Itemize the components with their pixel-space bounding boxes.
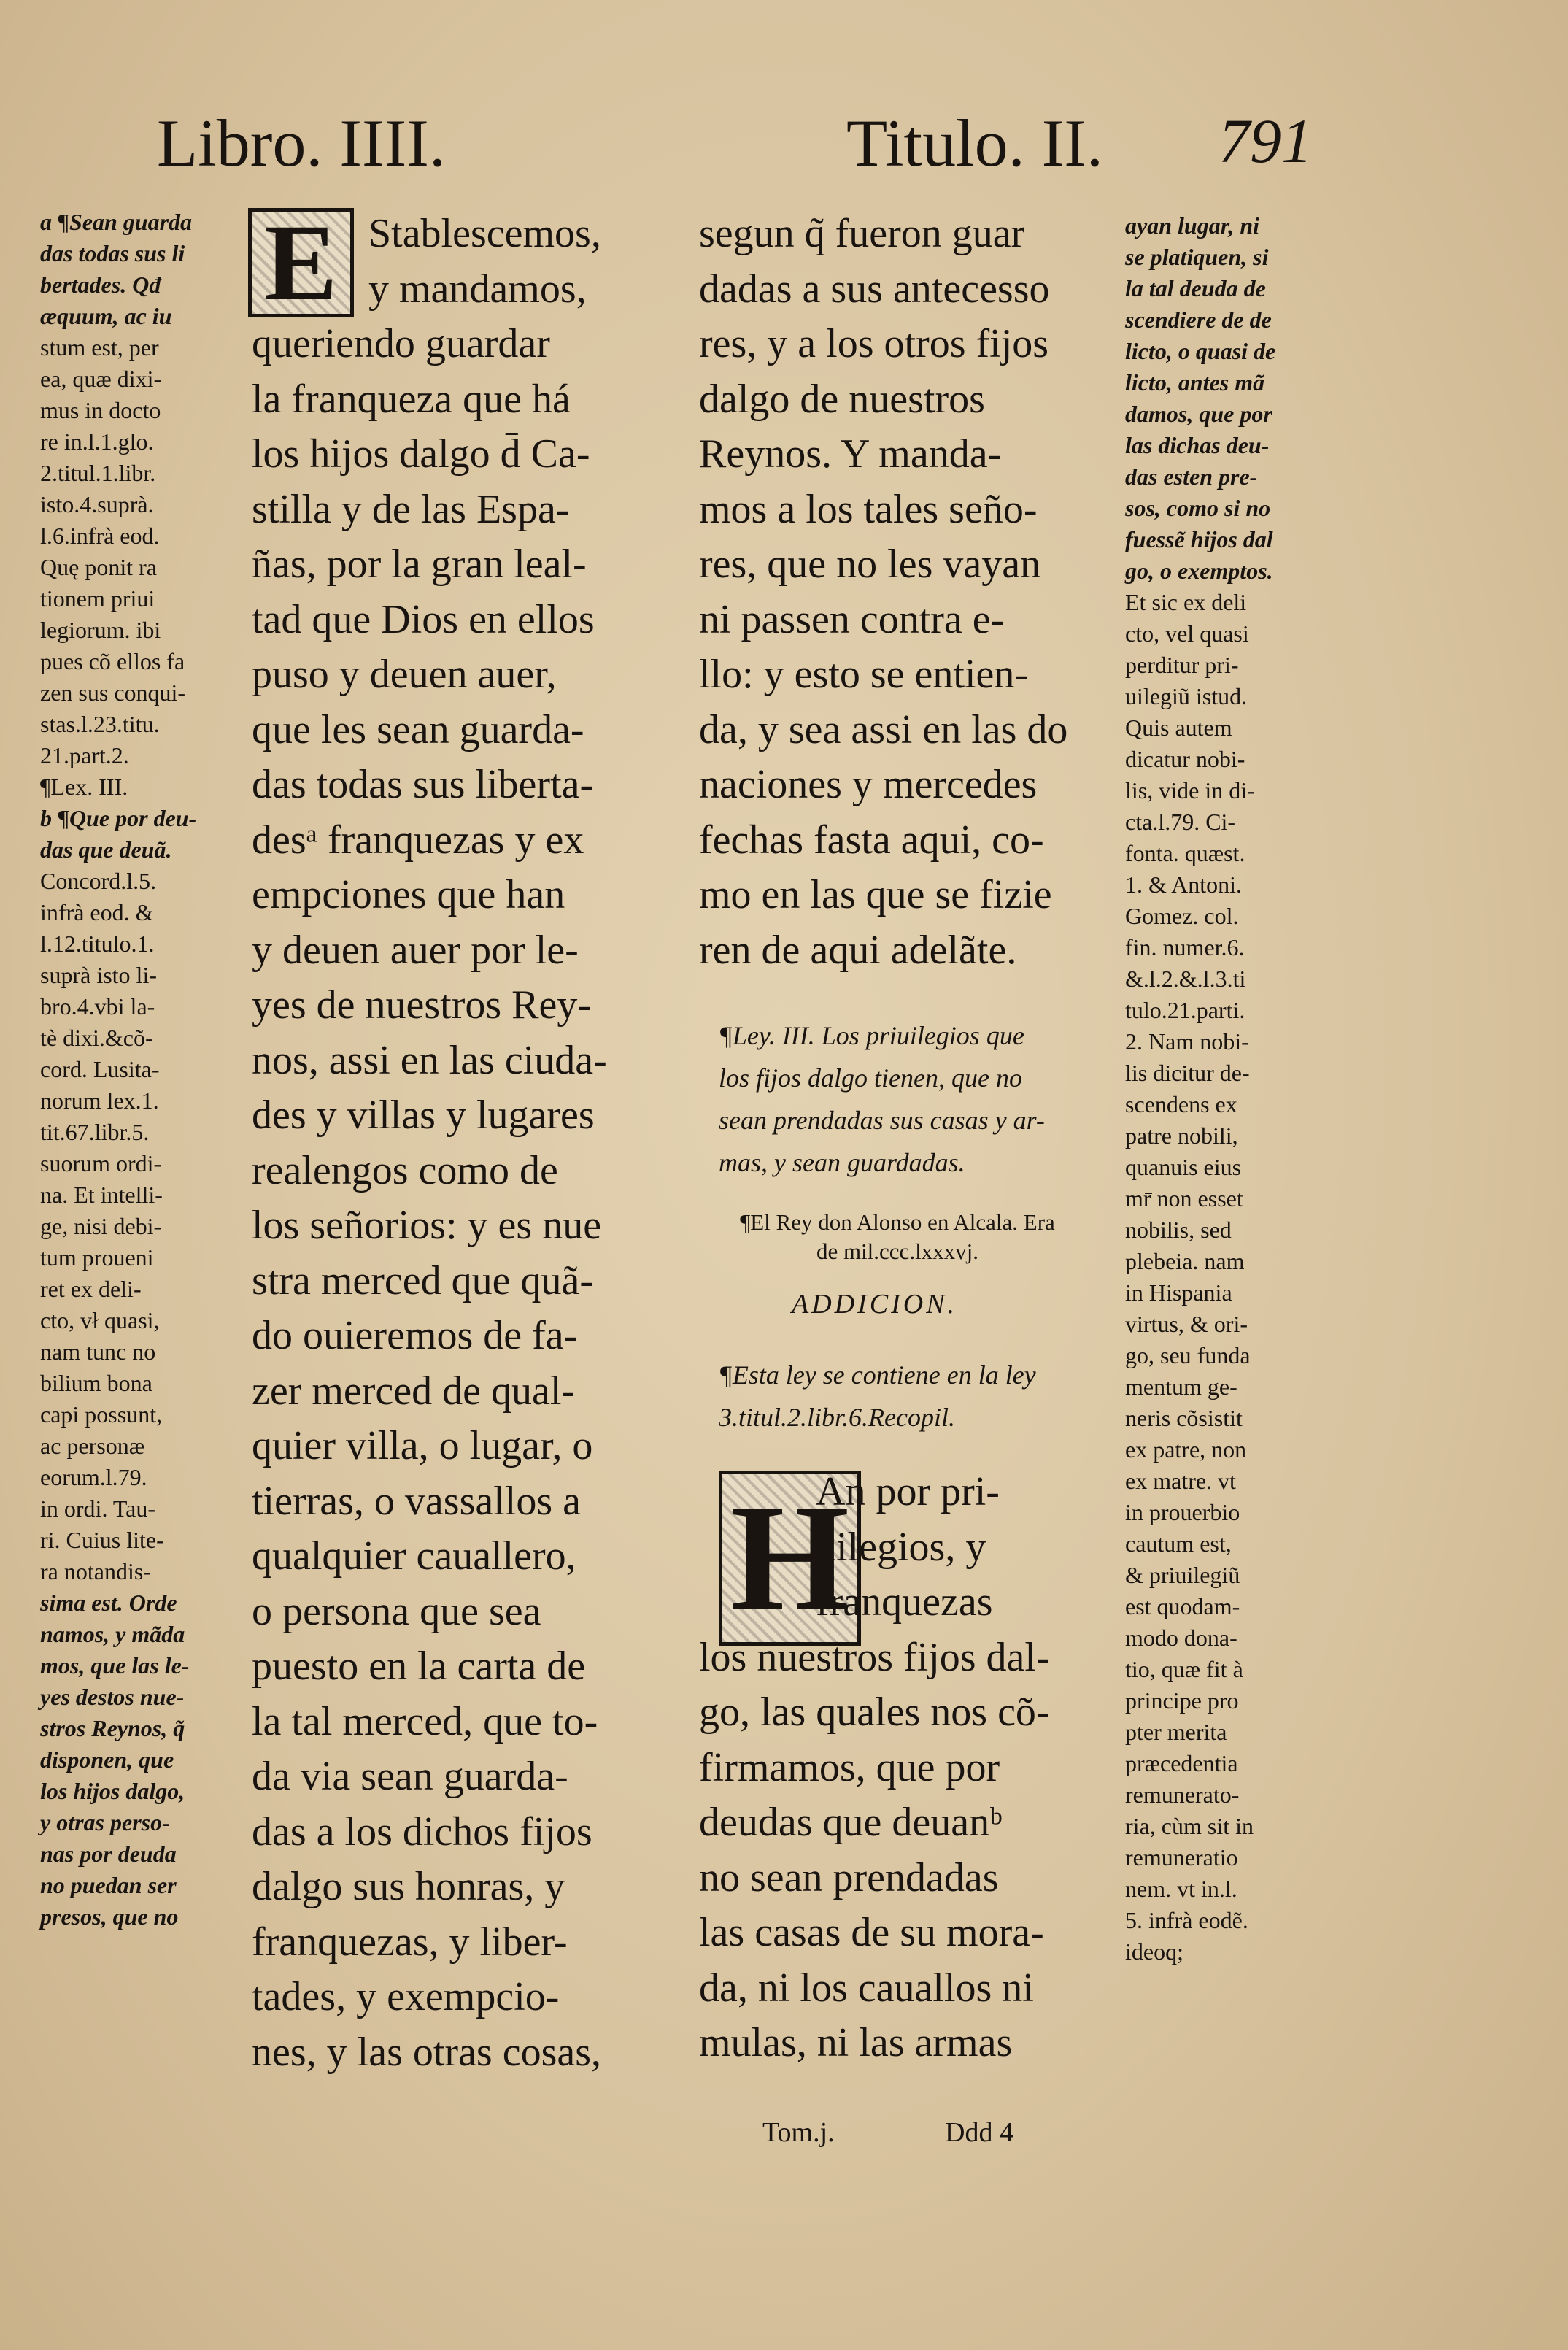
margin-note-line: cto, vł quasi, xyxy=(40,1307,160,1333)
margin-note-line: licto, antes mã xyxy=(1125,369,1265,396)
margin-note-line: das que deuã. xyxy=(40,836,172,863)
text-line: stilla y de las Espa- xyxy=(252,486,570,532)
text-line: y mandamos, xyxy=(368,266,587,312)
margin-note-line: tit.67.libr.5. xyxy=(40,1119,150,1145)
addicion-note xyxy=(719,1354,1036,1438)
margin-note-line: ria, cùm sit in xyxy=(1125,1813,1254,1839)
text-line: da, ni los cauallos ni xyxy=(699,1965,1034,2011)
margin-note-line: isto.4.suprà. xyxy=(40,491,154,517)
text-line: y deuen auer por le- xyxy=(252,927,579,973)
text-line: qualquier cauallero, xyxy=(252,1533,576,1579)
margin-note-line: suprà isto li- xyxy=(40,962,157,988)
margin-note-line: sima est. Orde xyxy=(40,1590,177,1616)
left-margin-notes xyxy=(40,207,196,1933)
text-line: go, las quales nos cõ- xyxy=(699,1690,1050,1735)
right-column-text xyxy=(699,207,1067,978)
right-margin-notes xyxy=(1125,210,1275,1968)
margin-note-line: &.l.2.&.l.3.ti xyxy=(1125,966,1246,992)
margin-note-line: scendiere de de xyxy=(1125,307,1272,333)
margin-note-line: disponen, que xyxy=(40,1746,174,1773)
margin-note-line: tulo.21.parti. xyxy=(1125,997,1245,1023)
text-line: ñas, por la gran leal- xyxy=(252,542,587,587)
text-line: mo en las que se fizie xyxy=(699,872,1052,917)
law-three-heading xyxy=(719,1014,1045,1184)
running-head-title: Titulo. II. xyxy=(846,106,1103,180)
margin-note-line: las dichas deu- xyxy=(1125,432,1270,458)
margin-note-line: ex patre, non xyxy=(1125,1436,1247,1463)
margin-note-line: legiorum. ibi xyxy=(40,617,161,643)
text-line: uilegios, y xyxy=(816,1524,986,1570)
text-line: do ouieremos de fa- xyxy=(252,1313,578,1358)
margin-note-line: tio, quæ fit à xyxy=(1125,1656,1243,1682)
text-line: o persona que sea xyxy=(252,1588,541,1634)
margin-note-line: uilegiũ istud. xyxy=(1125,683,1248,709)
margin-note-line: Concord.l.5. xyxy=(40,868,157,894)
text-line: zer merced de qual- xyxy=(252,1368,576,1414)
margin-note-line: se platiquen, si xyxy=(1125,244,1269,270)
margin-note-line: pues cõ ellos fa xyxy=(40,648,185,674)
margin-note-line: stum est, per xyxy=(40,334,159,361)
margin-note-line: damos, que por xyxy=(1125,401,1272,427)
margin-note-line: tum proueni xyxy=(40,1244,154,1271)
margin-note-line: no puedan ser xyxy=(40,1872,177,1898)
law-source-note xyxy=(700,1208,1094,1266)
margin-note-line: namos, y mãda xyxy=(40,1621,185,1647)
margin-note-line: ayan lugar, ni xyxy=(1125,212,1260,239)
margin-note-line: cta.l.79. Ci- xyxy=(1125,809,1236,835)
text-line: quier villa, o lugar, o xyxy=(252,1423,593,1468)
dropcap-h: H xyxy=(719,1471,861,1646)
text-line: puso y deuen auer, xyxy=(252,652,557,697)
margin-note-line: cord. Lusita- xyxy=(40,1056,160,1082)
margin-note-line: remuneratio xyxy=(1125,1844,1238,1871)
text-line: tades, y exempcio- xyxy=(252,1974,560,2019)
margin-note-line: bertades. Qđ xyxy=(40,271,161,298)
margin-note-line: Et sic ex deli xyxy=(1125,589,1247,615)
margin-note-line: y otras perso- xyxy=(40,1809,170,1835)
note-line: ¶Esta ley se contiene en la ley xyxy=(719,1360,1036,1390)
margin-note-line: in Hispania xyxy=(1125,1279,1232,1306)
text-line: da via sean guarda- xyxy=(252,1754,568,1799)
text-line: no sean prendadas xyxy=(699,1854,999,1900)
margin-note-line: cautum est, xyxy=(1125,1530,1232,1557)
margin-note-line: go, seu funda xyxy=(1125,1342,1251,1368)
margin-note-line: ra notandis- xyxy=(40,1558,151,1584)
text-line: nes, y las otras cosas, xyxy=(252,2029,602,2075)
text-line: ni passen contra e- xyxy=(699,596,1005,642)
margin-note-line: 21.part.2. xyxy=(40,742,129,768)
margin-note-line: eorum.l.79. xyxy=(40,1464,147,1490)
heading-line: mas, y sean guardadas. xyxy=(719,1148,965,1177)
text-line: Reynos. Y manda- xyxy=(699,431,1002,477)
margin-note-line: virtus, & ori- xyxy=(1125,1311,1248,1337)
margin-note-line: nem. vt in.l. xyxy=(1125,1876,1237,1902)
text-line: da, y sea assi en las do xyxy=(699,706,1068,752)
addicion-heading: ADDICION. xyxy=(792,1289,958,1320)
text-line: realengos como de xyxy=(252,1147,558,1193)
text-line: puesto en la carta de xyxy=(252,1644,586,1689)
margin-note-line: dicatur nobi- xyxy=(1125,746,1245,772)
margin-note-line: mentum ge- xyxy=(1125,1374,1237,1400)
dropcap-e: E xyxy=(248,208,354,317)
text-line: las casas de su mora- xyxy=(699,1910,1044,1955)
margin-note-line: mr̄ non esset xyxy=(1125,1185,1243,1211)
margin-note-line: nobilis, sed xyxy=(1125,1217,1232,1243)
text-line: dalgo sus honras, y xyxy=(252,1864,565,1909)
margin-note-line: nas por deuda xyxy=(40,1841,177,1867)
margin-note-line: la tal deuda de xyxy=(1125,275,1266,301)
heading-line: ¶Ley. III. Los priuilegios que xyxy=(719,1021,1024,1050)
text-line: das a los dichos fijos xyxy=(252,1808,592,1854)
text-line: nos, assi en las ciuda- xyxy=(252,1037,607,1083)
text-line: An por pri- xyxy=(816,1469,1000,1514)
margin-note-line: lis, vide in di- xyxy=(1125,777,1255,804)
margin-note-line: norum lex.1. xyxy=(40,1087,159,1114)
margin-note-line: nam tunc no xyxy=(40,1338,156,1365)
margin-note-line: quanuis eius xyxy=(1125,1154,1242,1180)
margin-note-line: fin. numer.6. xyxy=(1125,934,1245,960)
text-line: segun q̃ fueron guar xyxy=(699,211,1025,256)
margin-note-line: tè dixi.&cõ- xyxy=(40,1025,153,1051)
margin-note-line: principe pro xyxy=(1125,1687,1239,1714)
margin-note-line: Quę ponit ra xyxy=(40,554,157,580)
margin-note-line: presos, que no xyxy=(40,1903,179,1930)
margin-note-line: 2.titul.1.libr. xyxy=(40,460,156,486)
margin-note-line: ri. Cuius lite- xyxy=(40,1527,164,1553)
margin-note-line: capi possunt, xyxy=(40,1401,163,1428)
text-line: la tal merced, que to- xyxy=(252,1698,598,1744)
text-line: naciones y mercedes xyxy=(699,762,1038,807)
margin-note-line: 5. infrà eodẽ. xyxy=(1125,1907,1248,1933)
margin-note-line: 2. Nam nobi- xyxy=(1125,1028,1249,1055)
note-line: 3.titul.2.libr.6.Recopil. xyxy=(719,1403,955,1432)
margin-note-line: bro.4.vbi la- xyxy=(40,993,155,1020)
margin-note-line: stas.l.23.titu. xyxy=(40,711,160,737)
margin-note-line: zen sus conqui- xyxy=(40,679,186,706)
margin-note-line: lis dicitur de- xyxy=(1125,1060,1250,1086)
footer-volume: Tom.j. xyxy=(762,2117,835,2148)
right-column-text-2 xyxy=(699,1465,1050,2071)
text-line: ren de aqui adelãte. xyxy=(699,927,1017,973)
margin-note-line: mos, que las le- xyxy=(40,1652,190,1679)
footer-signature: Ddd 4 xyxy=(945,2117,1013,2148)
margin-note-line: ac personæ xyxy=(40,1433,145,1459)
margin-note-line: licto, o quasi de xyxy=(1125,338,1276,364)
margin-note-line: re in.l.1.glo. xyxy=(40,428,154,455)
margin-note-line: tionem priui xyxy=(40,585,155,612)
margin-note-line: cto, vel quasi xyxy=(1125,620,1249,647)
margin-note-line: ret ex deli- xyxy=(40,1276,142,1302)
margin-note-line: stros Reynos, q̃ xyxy=(40,1715,185,1741)
margin-note-line: præcedentia xyxy=(1125,1750,1238,1776)
text-line: franquezas xyxy=(816,1579,993,1625)
text-line: que les sean guarda- xyxy=(252,706,584,752)
margin-note-line: modo dona- xyxy=(1125,1625,1237,1651)
text-line: franquezas, y liber- xyxy=(252,1919,568,1965)
margin-note-line: Quis autem xyxy=(1125,714,1232,741)
margin-note-line: perditur pri- xyxy=(1125,652,1239,678)
text-line: fechas fasta aqui, co- xyxy=(699,817,1044,863)
heading-line: sean prendadas sus casas y ar- xyxy=(719,1106,1045,1135)
text-line: tierras, o vassallos a xyxy=(252,1478,581,1524)
text-line: dadas a sus antecesso xyxy=(699,266,1050,312)
text-line: tad que Dios en ellos xyxy=(252,596,595,642)
margin-note-line: 1. & Antoni. xyxy=(1125,871,1243,898)
running-head-book: Libro. IIII. xyxy=(157,106,446,180)
margin-note-line: l.12.titulo.1. xyxy=(40,931,155,957)
text-line: yes de nuestros Rey- xyxy=(252,982,592,1028)
margin-note-line: plebeia. nam xyxy=(1125,1248,1245,1274)
margin-note-line: ¶Lex. III. xyxy=(40,774,128,800)
margin-note-line: l.6.infrà eod. xyxy=(40,523,160,549)
margin-note-line: fuessẽ hijos dal xyxy=(1125,526,1273,552)
text-line: dalgo de nuestros xyxy=(699,376,985,422)
margin-note-line: ge, nisi debi- xyxy=(40,1213,162,1239)
text-line: res, y a los otros fijos xyxy=(699,321,1049,366)
text-line: mos a los tales seño- xyxy=(699,486,1038,532)
text-line: stra merced que quã- xyxy=(252,1257,593,1303)
text-line: firmamos, que por xyxy=(699,1744,1000,1790)
margin-note-line: scendens ex xyxy=(1125,1091,1237,1117)
source-line: de mil.ccc.lxxxvj. xyxy=(816,1238,979,1264)
text-line: queriendo guardar xyxy=(252,321,550,366)
left-column-text xyxy=(252,207,607,2080)
margin-note-line: patre nobili, xyxy=(1125,1122,1238,1149)
text-line: deudas que deuanᵇ xyxy=(699,1800,1003,1845)
margin-note-line: æquum, ac iu xyxy=(40,303,172,329)
margin-note-line: das esten pre- xyxy=(1125,463,1258,490)
text-line: los señorios: y es nue xyxy=(252,1203,602,1248)
margin-note-line: in prouerbio xyxy=(1125,1499,1240,1525)
text-line: los nuestros fijos dal- xyxy=(699,1634,1050,1680)
text-line: mulas, ni las armas xyxy=(699,2020,1013,2065)
margin-note-line: ea, quæ dixi- xyxy=(40,366,162,392)
margin-note-line: in ordi. Tau- xyxy=(40,1495,156,1522)
text-line: la franqueza que há xyxy=(252,376,571,422)
heading-line: los fijos dalgo tienen, que no xyxy=(719,1063,1022,1093)
page-number: 791 xyxy=(1219,106,1313,176)
margin-note-line: sos, como si no xyxy=(1125,495,1271,521)
margin-note-line: go, o exemptos. xyxy=(1125,558,1273,584)
text-line: desᵃ franquezas y ex xyxy=(252,817,584,863)
margin-note-line: a ¶Sean guarda xyxy=(40,209,193,235)
margin-note-line: na. Et intelli- xyxy=(40,1182,163,1208)
source-line: ¶El Rey don Alonso en Alcala. Era xyxy=(740,1209,1055,1235)
text-line: Stablescemos, xyxy=(368,211,601,256)
text-line: empciones que han xyxy=(252,872,565,917)
margin-note-line: & priuilegiũ xyxy=(1125,1562,1240,1588)
margin-note-line: ideoq; xyxy=(1125,1938,1183,1965)
margin-note-line: suorum ordi- xyxy=(40,1150,162,1176)
margin-note-line: das todas sus li xyxy=(40,240,185,266)
text-line: des y villas y lugares xyxy=(252,1093,595,1138)
margin-note-line: los hijos dalgo, xyxy=(40,1778,185,1804)
margin-note-line: yes destos nue- xyxy=(40,1684,185,1710)
margin-note-line: neris cõsistit xyxy=(1125,1405,1243,1431)
text-line: res, que no les vayan xyxy=(699,542,1041,587)
margin-note-line: Gomez. col. xyxy=(1125,903,1239,929)
margin-note-line: infrà eod. & xyxy=(40,899,154,925)
margin-note-line: pter merita xyxy=(1125,1719,1227,1745)
margin-note-line: bilium bona xyxy=(40,1370,152,1396)
margin-note-line: mus in docto xyxy=(40,397,161,423)
margin-note-line: ex matre. vt xyxy=(1125,1468,1236,1494)
margin-note-line: remunerato- xyxy=(1125,1781,1240,1808)
margin-note-line: b ¶Que por deu- xyxy=(40,805,197,831)
margin-note-line: fonta. quæst. xyxy=(1125,840,1245,866)
text-line: llo: y esto se entien- xyxy=(699,652,1029,697)
margin-note-line: est quodam- xyxy=(1125,1593,1240,1619)
text-line: das todas sus liberta- xyxy=(252,762,594,807)
text-line: los hijos dalgo d̄ Ca- xyxy=(252,431,590,477)
